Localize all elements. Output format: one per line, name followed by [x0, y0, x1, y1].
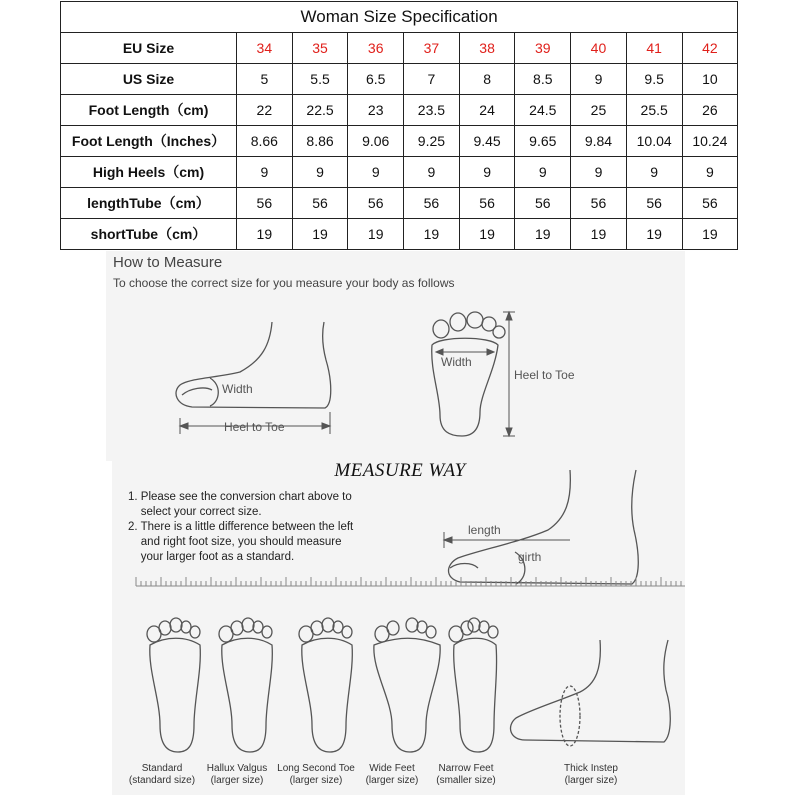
- foot-type-name: Hallux Valgus: [206, 763, 268, 774]
- table-cell: 9: [515, 157, 571, 188]
- table-cell: 38: [459, 33, 515, 64]
- foot-type-size: (standard size): [128, 775, 196, 786]
- foot-type-name: Narrow Feet: [438, 763, 494, 774]
- foot-type-size: (larger size): [564, 775, 618, 786]
- table-cell: 56: [237, 188, 293, 219]
- row-label: Foot Length（cm): [61, 95, 237, 126]
- table-cell: 22: [237, 95, 293, 126]
- how-to-measure-subtitle: To choose the correct size for you measure your body as follows: [113, 276, 455, 290]
- table-cell: 6.5: [348, 64, 404, 95]
- row-label: Foot Length（Inches）: [61, 126, 237, 157]
- table-cell: 19: [682, 219, 738, 250]
- table-cell: 19: [459, 219, 515, 250]
- row-label: EU Size: [61, 33, 237, 64]
- table-cell: 23: [348, 95, 404, 126]
- length-arrow: [444, 532, 570, 548]
- foot-type-size: (larger size): [210, 775, 264, 786]
- table-cell: 24: [459, 95, 515, 126]
- table-cell: 8.5: [515, 64, 571, 95]
- table-cell: 9: [404, 157, 460, 188]
- table-cell: 56: [459, 188, 515, 219]
- table-cell: 9: [571, 157, 627, 188]
- row-label: US Size: [61, 64, 237, 95]
- foot-sole: [219, 618, 272, 752]
- table-cell: 25.5: [626, 95, 682, 126]
- table-cell: 9: [626, 157, 682, 188]
- row-label: lengthTube（cm）: [61, 188, 237, 219]
- sole-illustration: [432, 312, 505, 436]
- thick-instep-foot: [510, 640, 670, 746]
- table-cell: 8: [459, 64, 515, 95]
- foot-type-size: (larger size): [365, 775, 419, 786]
- table-cell: 9.25: [404, 126, 460, 157]
- table-cell: 19: [626, 219, 682, 250]
- row-label: shortTube（cm）: [61, 219, 237, 250]
- foot-type-illustrations: [147, 618, 498, 752]
- foot-type-name: Wide Feet: [369, 763, 415, 774]
- measure-way-title: MEASURE WAY: [334, 460, 466, 481]
- table-cell: 56: [515, 188, 571, 219]
- table-cell: 56: [626, 188, 682, 219]
- measure-note-1: 1. Please see the conversion chart above to select your correct size.: [128, 491, 352, 518]
- sole-arrows: [436, 312, 515, 436]
- table-cell: 56: [404, 188, 460, 219]
- measure-note-2: 2. There is a little difference between the left and right foot size, you should measure your larger foot as a standard.: [128, 521, 354, 563]
- foot-sole: [299, 618, 352, 752]
- table-cell: 22.5: [292, 95, 348, 126]
- table-cell: 40: [571, 33, 627, 64]
- table-cell: 9: [682, 157, 738, 188]
- foot-type-name: Standard: [141, 763, 183, 774]
- table-cell: 25: [571, 95, 627, 126]
- table-cell: 19: [348, 219, 404, 250]
- table-cell: 41: [626, 33, 682, 64]
- table-cell: 9.84: [571, 126, 627, 157]
- row-label: High Heels（cm): [61, 157, 237, 188]
- table-cell: 10: [682, 64, 738, 95]
- table-cell: 9: [571, 64, 627, 95]
- length-label: length: [468, 523, 501, 537]
- table-cell: 56: [292, 188, 348, 219]
- table-cell: 9.5: [626, 64, 682, 95]
- width-label-side: Width: [222, 382, 253, 396]
- ruler: [136, 577, 685, 586]
- table-cell: 34: [237, 33, 293, 64]
- table-title: Woman Size Specification: [61, 2, 738, 33]
- table-cell: 5: [237, 64, 293, 95]
- foot-type-name: Thick Instep: [564, 763, 618, 774]
- table-cell: 9.45: [459, 126, 515, 157]
- foot-type-label: [546, 763, 636, 787]
- foot-type-name: Long Second Toe: [277, 763, 355, 774]
- girth-label: girth: [518, 550, 542, 564]
- table-cell: 19: [515, 219, 571, 250]
- foot-type-label: [192, 763, 282, 787]
- heel-to-toe-label-side: Heel to Toe: [224, 420, 285, 434]
- table-cell: 8.66: [237, 126, 293, 157]
- foot-type-label: [421, 763, 511, 787]
- table-cell: 19: [292, 219, 348, 250]
- table-cell: 56: [348, 188, 404, 219]
- foot-type-size: (larger size): [289, 775, 343, 786]
- table-cell: 5.5: [292, 64, 348, 95]
- table-cell: 9: [348, 157, 404, 188]
- table-cell: 35: [292, 33, 348, 64]
- table-cell: 7: [404, 64, 460, 95]
- table-cell: 56: [571, 188, 627, 219]
- table-cell: 9: [237, 157, 293, 188]
- table-cell: 10.04: [626, 126, 682, 157]
- table-cell: 9.65: [515, 126, 571, 157]
- side-foot-illustration: [176, 322, 331, 408]
- foot-sole: [374, 618, 440, 752]
- table-cell: 8.86: [292, 126, 348, 157]
- table-cell: 24.5: [515, 95, 571, 126]
- table-cell: 19: [404, 219, 460, 250]
- foot-sole: [147, 618, 200, 752]
- how-to-measure-title: How to Measure: [113, 254, 223, 271]
- table-cell: 19: [237, 219, 293, 250]
- table-cell: 9: [459, 157, 515, 188]
- table-cell: 10.24: [682, 126, 738, 157]
- table-cell: 42: [682, 33, 738, 64]
- heel-to-toe-label-sole: Heel to Toe: [514, 368, 575, 382]
- table-cell: 23.5: [404, 95, 460, 126]
- width-label-sole: Width: [441, 355, 472, 369]
- table-cell: 19: [571, 219, 627, 250]
- table-cell: 39: [515, 33, 571, 64]
- table-cell: 37: [404, 33, 460, 64]
- table-cell: 36: [348, 33, 404, 64]
- foot-sole: [449, 618, 498, 752]
- table-cell: 26: [682, 95, 738, 126]
- table-cell: 9: [292, 157, 348, 188]
- foot-type-size: (smaller size): [436, 775, 496, 786]
- table-cell: 56: [682, 188, 738, 219]
- table-cell: 9.06: [348, 126, 404, 157]
